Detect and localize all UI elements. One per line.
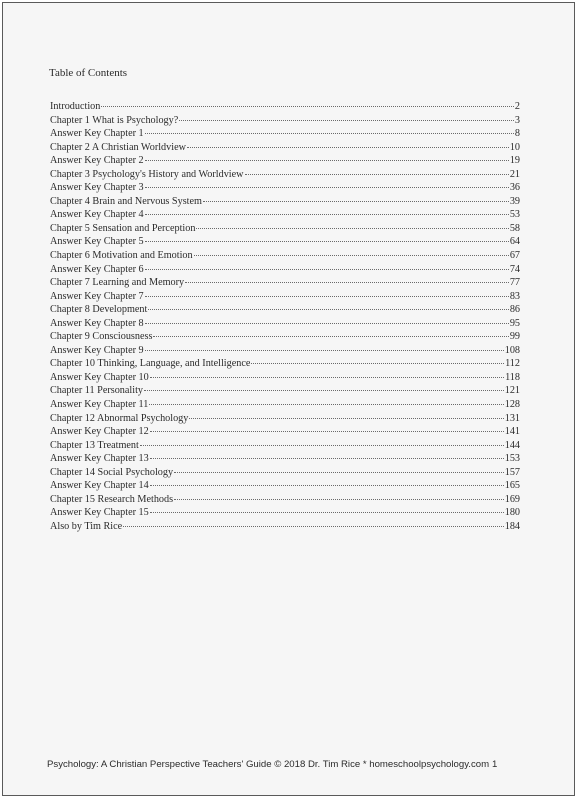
toc-dot-leader: [245, 174, 509, 175]
toc-entry-label: Answer Key Chapter 14: [50, 480, 149, 492]
toc-entry: [50, 317, 520, 331]
toc-entry-page: 169: [504, 493, 520, 505]
toc-entry-label: Chapter 10 Thinking, Language, and Intelligence: [50, 358, 251, 370]
toc-entry-page: 121: [504, 385, 520, 397]
toc-dot-leader: [148, 309, 508, 310]
toc-entry-page: 3: [514, 114, 520, 126]
toc-entry-label: Answer Key Chapter 2: [50, 155, 144, 167]
toc-entry-label: Chapter 7 Learning and Memory: [50, 277, 185, 289]
toc-entry-page: 10: [509, 141, 520, 153]
toc-entry-page: 112: [505, 358, 520, 370]
toc-entry: [50, 412, 520, 426]
toc-entry-page: 83: [509, 290, 520, 302]
toc-entry-label: Introduction: [50, 101, 101, 112]
toc-entry: [50, 222, 520, 236]
toc-entry-label: Also by Tim Rice: [50, 520, 123, 532]
toc-entry-label: Answer Key Chapter 11: [50, 399, 149, 411]
document-page: [2, 2, 575, 796]
toc-entry-label: Answer Key Chapter 6: [50, 263, 144, 275]
toc-entry-page: 74: [509, 263, 520, 275]
toc-entry-page: 180: [504, 507, 520, 519]
toc-dot-leader: [203, 201, 509, 202]
toc-entry-page: 99: [509, 331, 520, 343]
toc-dot-leader: [150, 458, 504, 459]
toc-dot-leader: [140, 445, 504, 446]
toc-dot-leader: [145, 160, 509, 161]
toc-entry-label: Chapter 13 Treatment: [50, 439, 139, 451]
toc-entry-label: Chapter 5 Sensation and Perception: [50, 222, 196, 234]
toc-entry: [50, 506, 520, 520]
toc-entry: [50, 479, 520, 493]
toc-dot-leader: [179, 120, 514, 121]
toc-entry-page: 64: [509, 236, 520, 248]
toc-entry: [50, 235, 520, 249]
toc-entry-label: Answer Key Chapter 8: [50, 317, 144, 329]
toc-dot-leader: [145, 241, 509, 242]
toc-entry-page: 19: [509, 155, 520, 167]
toc-entry-label: Chapter 8 Development: [50, 304, 148, 316]
toc-entry-page: 144: [504, 439, 520, 451]
toc-dot-leader: [153, 336, 508, 337]
toc-entry: [50, 276, 520, 290]
toc-entry: [50, 208, 520, 222]
toc-entry-label: Answer Key Chapter 10: [50, 371, 149, 383]
toc-entry: [50, 127, 520, 141]
toc-entry-label: Chapter 2 A Christian Worldview: [50, 141, 186, 153]
toc-dot-leader: [150, 512, 504, 513]
toc-entry-page: 153: [504, 453, 520, 465]
toc-entry-label: Answer Key Chapter 15: [50, 507, 149, 519]
toc-dot-leader: [145, 350, 504, 351]
toc-entry-label: Answer Key Chapter 12: [50, 426, 149, 438]
toc-entry-page: 2: [514, 101, 520, 112]
toc-entry-page: 165: [504, 480, 520, 492]
toc-dot-leader: [174, 472, 504, 473]
toc-entry-label: Chapter 1 What is Psychology?: [50, 114, 179, 126]
toc-entry: [50, 100, 520, 114]
toc-dot-leader: [123, 526, 504, 527]
toc-entry: [50, 181, 520, 195]
toc-entry: [50, 344, 520, 358]
toc-entry: [50, 303, 520, 317]
toc-entry-page: 8: [514, 128, 520, 140]
toc-entry-label: Chapter 12 Abnormal Psychology: [50, 412, 189, 424]
toc-entry: [50, 330, 520, 344]
toc-entry-label: Answer Key Chapter 1: [50, 128, 144, 140]
toc-entry-label: Chapter 3 Psychology's History and Worldview: [50, 168, 244, 180]
toc-dot-leader: [101, 106, 514, 107]
toc-entry-page: 141: [504, 426, 520, 438]
toc-entry: [50, 141, 520, 155]
toc-dot-leader: [145, 187, 509, 188]
toc-entry: [50, 398, 520, 412]
toc-entry-page: 95: [509, 317, 520, 329]
toc-entry-page: 58: [509, 222, 520, 234]
toc-entry: [50, 195, 520, 209]
toc-dot-leader: [150, 485, 504, 486]
toc-entry: [50, 452, 520, 466]
toc-entry: [50, 357, 520, 371]
toc-entry: [50, 263, 520, 277]
toc-entry-page: 67: [509, 250, 520, 262]
toc-entry-label: Answer Key Chapter 9: [50, 344, 144, 356]
toc-entry-page: 128: [504, 399, 520, 411]
toc-entry-label: Chapter 6 Motivation and Emotion: [50, 250, 193, 262]
toc-dot-leader: [185, 282, 509, 283]
toc-entry: [50, 290, 520, 304]
toc-list: [50, 100, 520, 534]
toc-dot-leader: [149, 404, 503, 405]
toc-entry-page: 77: [509, 277, 520, 289]
toc-dot-leader: [145, 269, 509, 270]
toc-entry-label: Chapter 14 Social Psychology: [50, 466, 174, 478]
toc-entry-label: Answer Key Chapter 5: [50, 236, 144, 248]
toc-dot-leader: [194, 255, 509, 256]
toc-entry-page: 36: [509, 182, 520, 194]
toc-entry-page: 131: [504, 412, 520, 424]
toc-entry-label: Chapter 15 Research Methods: [50, 493, 174, 505]
toc-entry-page: 39: [509, 195, 520, 207]
toc-dot-leader: [196, 228, 508, 229]
toc-entry-page: 118: [505, 371, 520, 383]
toc-entry-page: 108: [504, 344, 520, 356]
toc-entry-label: Chapter 9 Consciousness: [50, 331, 153, 343]
toc-entry-page: 184: [504, 520, 520, 532]
toc-entry: [50, 249, 520, 263]
toc-entry: [50, 425, 520, 439]
toc-dot-leader: [145, 214, 509, 215]
toc-entry-page: 53: [509, 209, 520, 221]
toc-entry-page: 86: [509, 304, 520, 316]
toc-entry: [50, 371, 520, 385]
toc-dot-leader: [174, 499, 504, 500]
toc-entry: [50, 439, 520, 453]
toc-dot-leader: [150, 431, 504, 432]
toc-entry-label: Answer Key Chapter 13: [50, 453, 149, 465]
toc-entry-page: 157: [504, 466, 520, 478]
toc-entry: [50, 384, 520, 398]
toc-dot-leader: [189, 418, 503, 419]
toc-entry-page: 21: [509, 168, 520, 180]
toc-dot-leader: [145, 323, 509, 324]
page-footer: Psychology: A Christian Perspective Teachers' Guide © 2018 Dr. Tim Rice * homeschoolpsychology.com: [47, 759, 490, 770]
toc-entry: [50, 493, 520, 507]
toc-entry: [50, 114, 520, 128]
toc-dot-leader: [251, 363, 504, 364]
toc-entry: [50, 154, 520, 168]
toc-entry-label: Answer Key Chapter 7: [50, 290, 144, 302]
toc-entry: [50, 520, 520, 534]
toc-entry-label: Chapter 11 Personality: [50, 385, 143, 397]
toc-dot-leader: [150, 377, 504, 378]
toc-dot-leader: [145, 296, 509, 297]
toc-dot-leader: [187, 147, 509, 148]
toc-dot-leader: [145, 133, 514, 134]
toc-entry-label: Answer Key Chapter 3: [50, 182, 144, 194]
toc-entry-label: Answer Key Chapter 4: [50, 209, 144, 221]
toc-dot-leader: [144, 390, 504, 391]
toc-entry: [50, 466, 520, 480]
toc-entry-label: Chapter 4 Brain and Nervous System: [50, 195, 202, 207]
page-title: Table of Contents: [49, 67, 128, 79]
toc-entry: [50, 168, 520, 182]
page-number: 1: [492, 759, 498, 770]
